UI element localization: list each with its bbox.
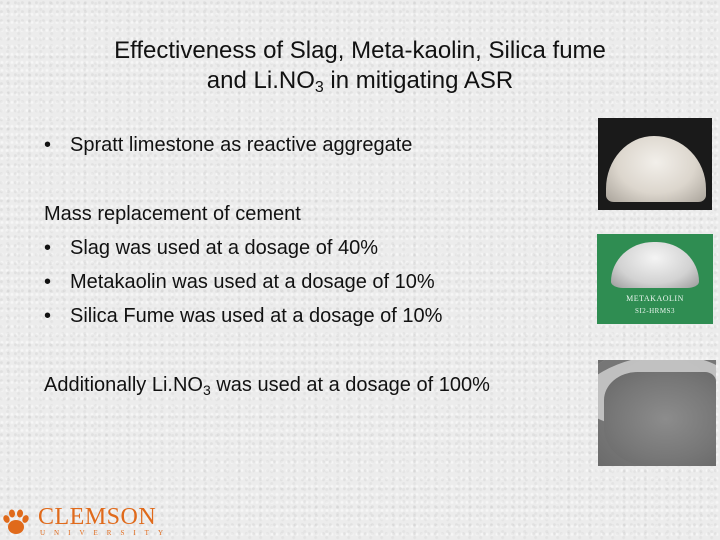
powder-pile [606, 136, 706, 202]
bullet-text: Spratt limestone as reactive aggregate [70, 134, 413, 156]
metakaolin-photo [597, 234, 713, 324]
slide-title [40, 36, 680, 96]
powder-surface [604, 372, 716, 466]
bullet-text: Slag was used at a dosage of 40% [70, 237, 378, 259]
clemson-logo [0, 502, 170, 540]
bullet-slag [44, 235, 378, 261]
powder-pile [611, 242, 699, 288]
clemson-wordmark: CLEMSON [38, 504, 157, 530]
bullet-marker: • [44, 271, 52, 293]
mass-replacement-heading: Mass replacement of cement [44, 203, 301, 225]
metakaolin-label: METAKAOLIN [626, 294, 684, 303]
bullet-text: Metakaolin was used at a dosage of 10% [70, 271, 435, 293]
bullet-silica-fume [44, 303, 442, 329]
additional-lino3-text: Additionally $Li.NO_3$ was used at a dosage of 100% [44, 374, 490, 398]
bullet-marker: • [44, 134, 52, 156]
bullet-spratt-limestone [44, 132, 412, 158]
bullet-marker: • [44, 305, 52, 327]
university-wordmark: UNIVERSITY [40, 529, 172, 537]
metakaolin-code-label: SI2-HRMS3 [635, 307, 675, 315]
bullet-marker: • [44, 237, 52, 259]
slag-powder-photo [598, 118, 712, 210]
bullet-metakaolin [44, 269, 435, 295]
title-line-2: and $Li.NO_3$ in mitigating ASR [206, 67, 514, 96]
tiger-paw-icon [2, 508, 30, 536]
title-line-1: Effectiveness of Slag, Meta-kaolin, Silica fume [114, 37, 606, 64]
silica-fume-photo [598, 360, 716, 466]
bullet-text: Silica Fume was used at a dosage of 10% [70, 305, 443, 327]
